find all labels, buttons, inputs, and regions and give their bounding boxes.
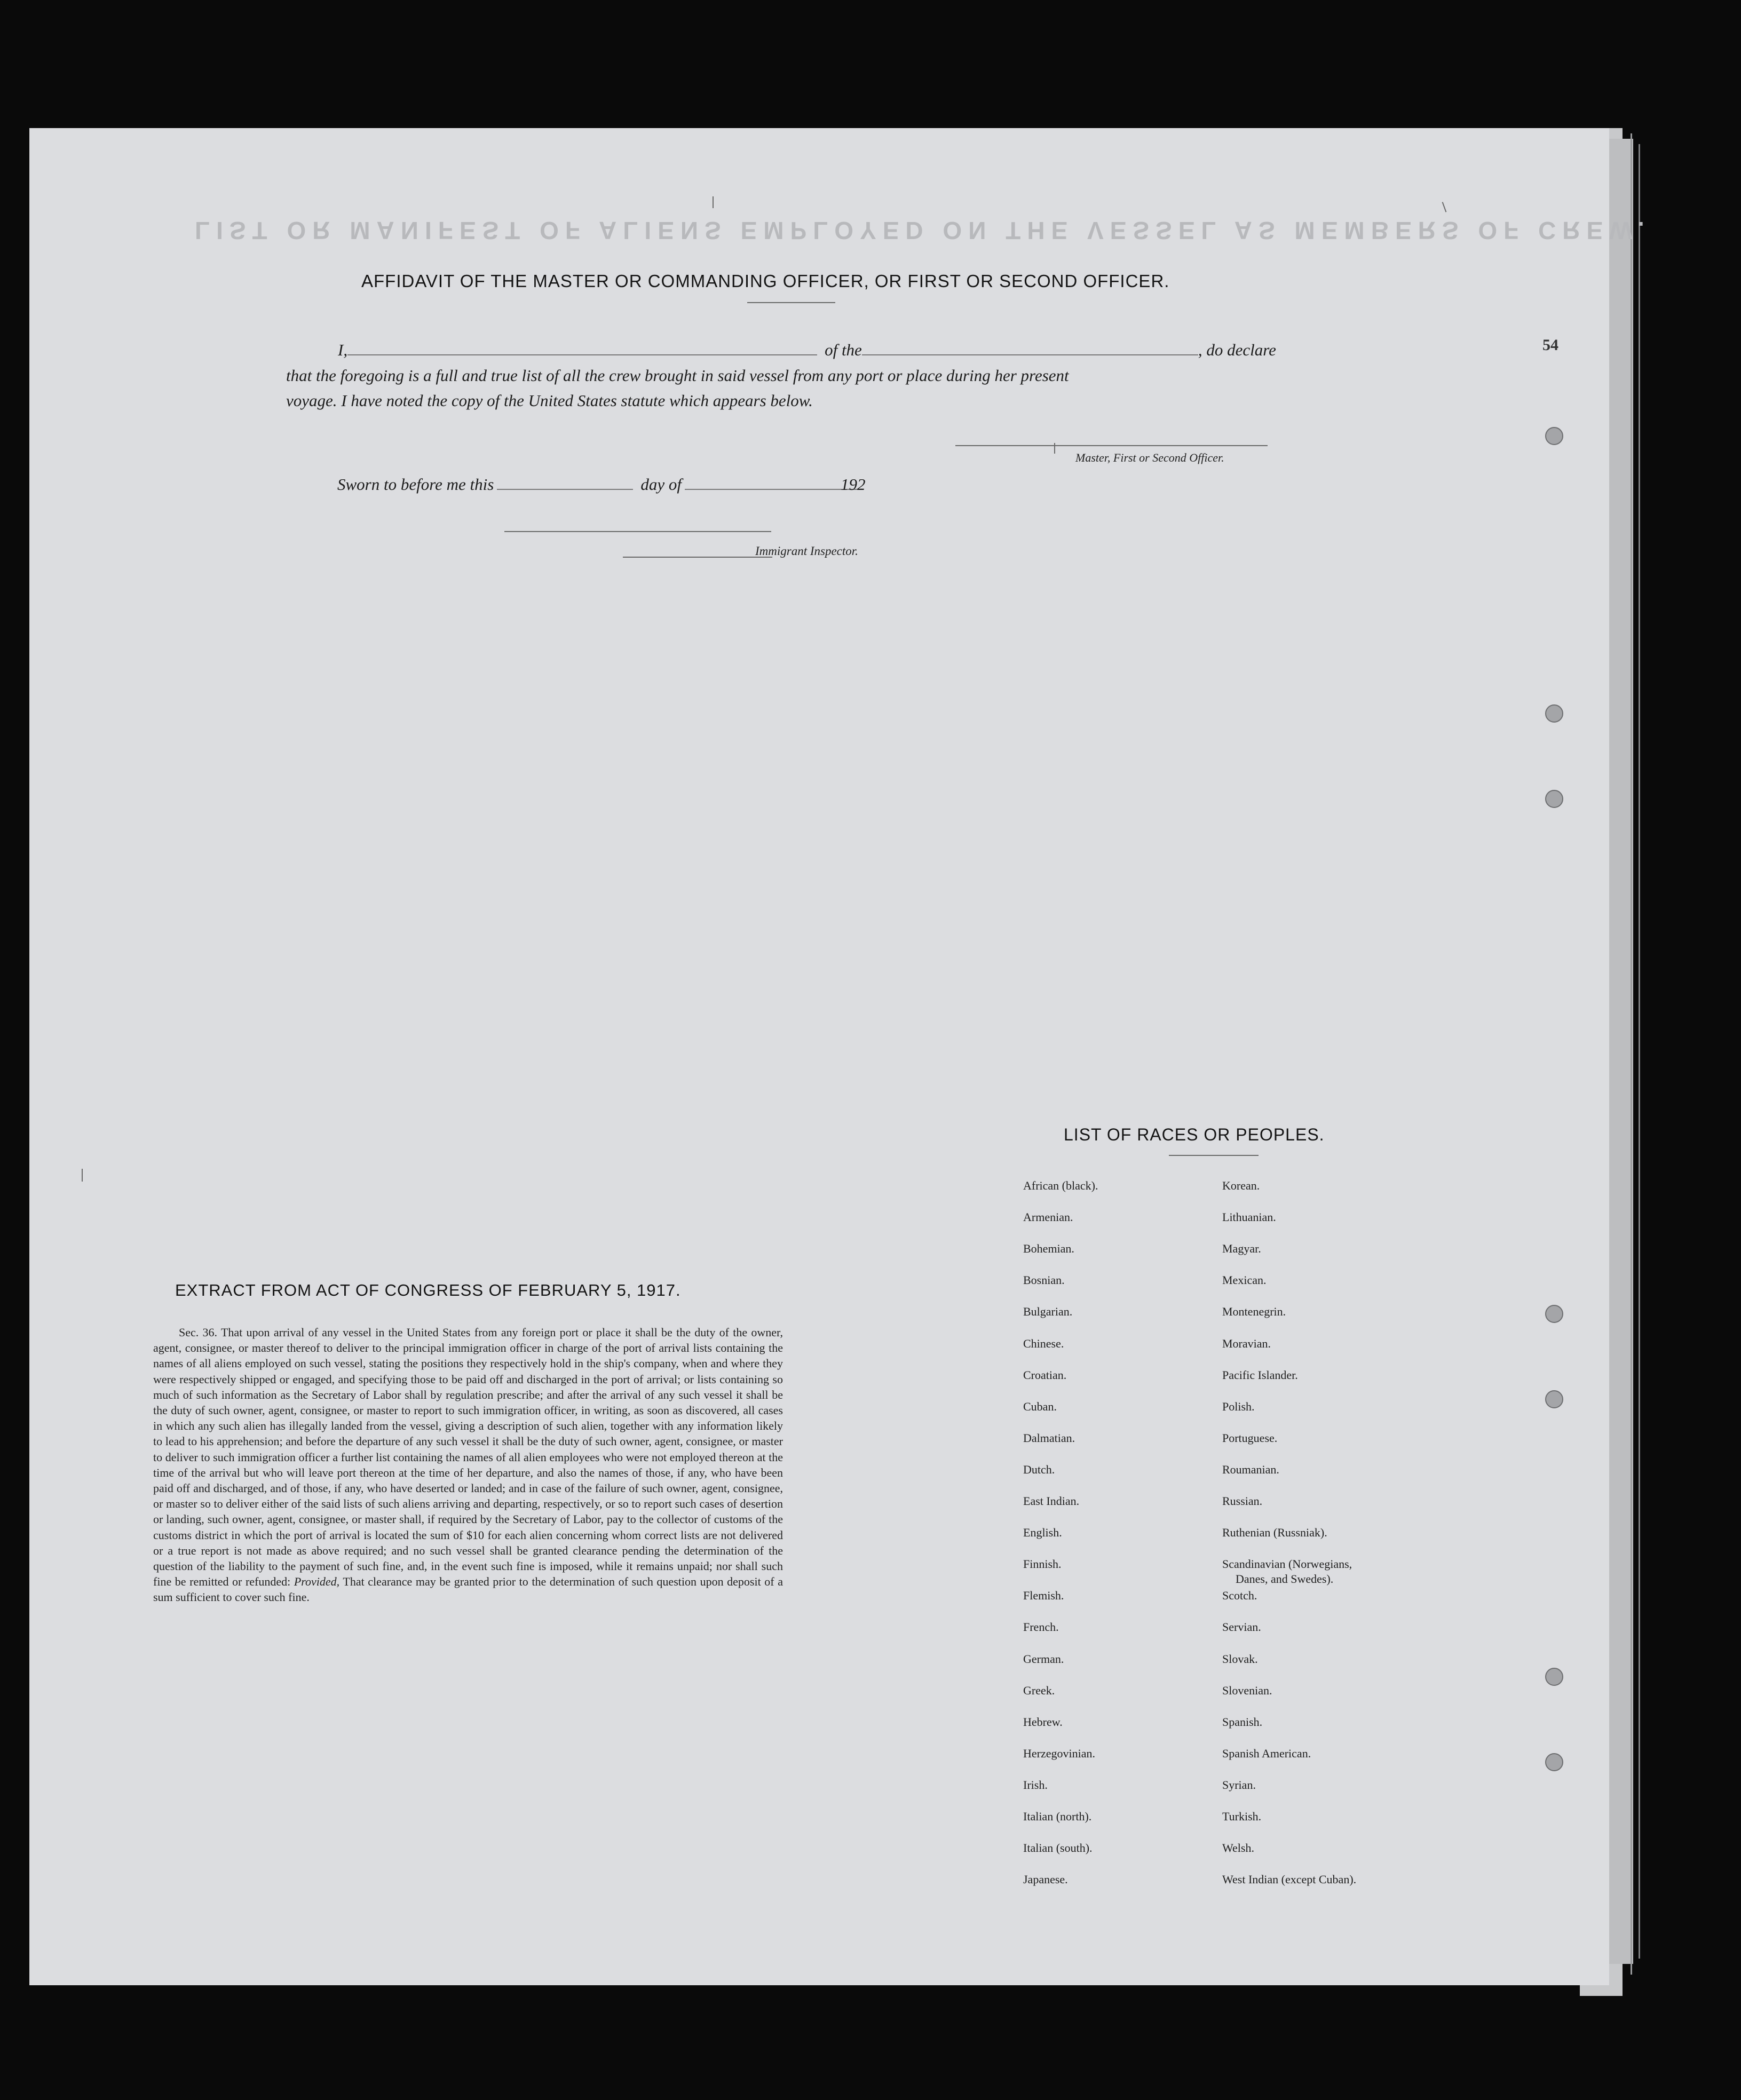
stray-mark [82, 1169, 83, 1182]
proviso-word: Provided, [294, 1575, 340, 1589]
binder-hole [1545, 1753, 1563, 1771]
race-item: Slovenian. [1222, 1683, 1272, 1697]
race-item: Greek. [1023, 1683, 1055, 1697]
declaration-line-3: voyage. I have noted the copy of the United States statute which appears below. [286, 391, 813, 410]
race-item: Japanese. [1023, 1873, 1068, 1887]
race-item: Croatian. [1023, 1368, 1067, 1382]
binder-hole [1545, 427, 1563, 445]
do-declare-text: , do declare [1198, 340, 1276, 359]
race-item: Chinese. [1023, 1336, 1064, 1350]
race-item: East Indian. [1023, 1494, 1080, 1508]
race-item: Welsh. [1222, 1841, 1254, 1855]
declaration-i: I, [338, 340, 348, 359]
binder-hole [1545, 1305, 1563, 1323]
document-page [29, 128, 1651, 1985]
page-edge [1639, 144, 1640, 1959]
sworn-line [337, 475, 865, 494]
of-the-text: of the [825, 340, 862, 359]
race-item: Dalmatian. [1023, 1431, 1075, 1445]
race-item: Cuban. [1023, 1399, 1057, 1413]
race-item: Servian. [1222, 1620, 1261, 1634]
signature-line[interactable] [955, 445, 1268, 446]
race-item: Bohemian. [1023, 1242, 1074, 1256]
race-item: Bulgarian. [1023, 1305, 1073, 1319]
race-item: Herzegovinian. [1023, 1746, 1095, 1760]
race-item: Danes, and Swedes). [1236, 1572, 1334, 1586]
race-item: Scandinavian (Norwegians, [1222, 1557, 1352, 1571]
section-body: That upon arrival of any vessel in the United States from any foreign port or place it shall be the duty of the owner, agent, consignee, or master thereof to deliver to the principal immigration officer in charge of the port of arrival lists containing the names of all aliens employed on such vessel, stating the positions they respectively hold in the ship's company, when and where they were respectively shipped or engaged, and specifying those to be paid off and discharged in the port of arrival; or lists containing so much of such information as the Secretary of Labor shall by regulation prescribe; and after the arrival of any such vessel it shall be the duty of such owner, agent, consignee, or master to report to such immigration officer, in writing, as soon as discovered, all cases in which any such alien has illegally landed from the vessel, giving a description of such alien, together with any information likely to lead to his apprehension; and before the departure of any such vessel it shall be the duty of such owner, agent, consignee, or master to deliver to such immigration officer a further list containing the names of all alien employees who were not employed thereon at the time of the arrival but who will leave port thereon at the time of her departure, and also the names of those, if any, who have been paid off and discharged, and of those, if any, who have deserted or landed; and in case of the failure of such owner, agent, consignee, or master so to deliver either of the said lists of such aliens arriving and departing, respectively, or so to report such cases of desertion or landing, such owner, agent, consignee, or master shall, if required by the Secretary of Labor, pay to the collector of customs of the customs district in which the port of arrival is located the sum of $10 for each alien concerning whom correct lists are not delivered or a true report is not made as above required; and no such vessel shall be granted clearance pending the determination of the question of the liability to the payment of such fine, and, in the event such fine is imposed, while it remains unpaid; nor shall such fine be remitted or refunded: [153, 1326, 784, 1589]
title-underline [747, 302, 835, 303]
races-underline [1169, 1155, 1259, 1156]
race-item: Scotch. [1222, 1589, 1257, 1603]
race-item: Bosnian. [1023, 1273, 1065, 1287]
race-item: Moravian. [1222, 1336, 1271, 1350]
race-item: Hebrew. [1023, 1715, 1063, 1729]
race-item: Slovak. [1222, 1652, 1258, 1666]
race-item: African (black). [1023, 1179, 1098, 1192]
section-label: Sec. 36. [179, 1326, 218, 1339]
race-item: Italian (south). [1023, 1841, 1093, 1855]
inspector-underline [623, 557, 772, 558]
binder-hole [1545, 704, 1563, 723]
race-item: Roumanian. [1222, 1462, 1279, 1476]
race-item: Mexican. [1222, 1273, 1267, 1287]
extract-title: EXTRACT FROM ACT OF CONGRESS OF FEBRUARY 5, 1917. [175, 1281, 681, 1299]
signature-tick [1054, 443, 1055, 454]
race-item: Irish. [1023, 1778, 1048, 1792]
margin-page-number: 54 [1542, 336, 1558, 354]
sworn-text: Sworn to before me this [337, 475, 494, 494]
race-item: Turkish. [1222, 1810, 1262, 1823]
race-item: Flemish. [1023, 1589, 1064, 1603]
extract-body [153, 1325, 783, 1605]
race-item: French. [1023, 1620, 1059, 1634]
race-item: Lithuanian. [1222, 1210, 1276, 1224]
bleed-through-title: LIST OR MANIFEST OF ALIENS EMPLOYED ON THE VESSEL AS MEMBERS OF CREW. [195, 217, 1651, 244]
vessel-blank[interactable] [862, 343, 1198, 355]
stray-mark [713, 196, 714, 208]
race-item: Italian (north). [1023, 1810, 1092, 1823]
race-item: Dutch. [1023, 1462, 1055, 1476]
race-item: German. [1023, 1652, 1064, 1666]
binder-hole [1545, 1390, 1563, 1408]
race-item: English. [1023, 1526, 1062, 1540]
race-item: Portuguese. [1222, 1431, 1278, 1445]
day-of-text: day of [640, 475, 682, 494]
race-item: Russian. [1222, 1494, 1263, 1508]
signature-label: Master, First or Second Officer. [1075, 451, 1224, 464]
declaration-line-2: that the foregoing is a full and true list of all the crew brought in said vessel from any port or place during her present [286, 366, 1069, 385]
section-body-end: That clearance may be granted prior to the determination of such question upon deposit of a sum sufficient to cover such fine. [153, 1575, 783, 1604]
inspector-signature-line[interactable] [504, 531, 771, 532]
binder-hole [1545, 790, 1563, 808]
race-item: Polish. [1222, 1399, 1255, 1413]
binder-hole [1545, 1668, 1563, 1686]
race-item: Montenegrin. [1222, 1305, 1286, 1319]
race-item: Magyar. [1222, 1242, 1261, 1256]
race-item: Syrian. [1222, 1778, 1256, 1792]
race-item: Armenian. [1023, 1210, 1073, 1224]
inspector-label: Immigrant Inspector. [755, 544, 858, 558]
race-item: Korean. [1222, 1179, 1260, 1192]
stray-mark [1442, 202, 1447, 212]
race-item: Spanish American. [1222, 1746, 1311, 1760]
race-item: Finnish. [1023, 1557, 1062, 1571]
declaration-line-1 [338, 340, 1276, 360]
race-item: Ruthenian (Russniak). [1222, 1526, 1327, 1540]
year-prefix: 192 [840, 475, 866, 494]
race-item: Pacific Islander. [1222, 1368, 1298, 1382]
race-item: West Indian (except Cuban). [1222, 1873, 1357, 1887]
affidavit-title: AFFIDAVIT OF THE MASTER OR COMMANDING OFFICER, OR FIRST OR SECOND OFFICER. [361, 271, 1170, 291]
day-blank[interactable] [497, 477, 633, 490]
page-edge [1631, 133, 1632, 1975]
month-blank[interactable] [685, 477, 861, 490]
name-blank[interactable] [347, 343, 817, 355]
race-item: Spanish. [1222, 1715, 1263, 1729]
races-title: LIST OF RACES OR PEOPLES. [1064, 1125, 1325, 1144]
